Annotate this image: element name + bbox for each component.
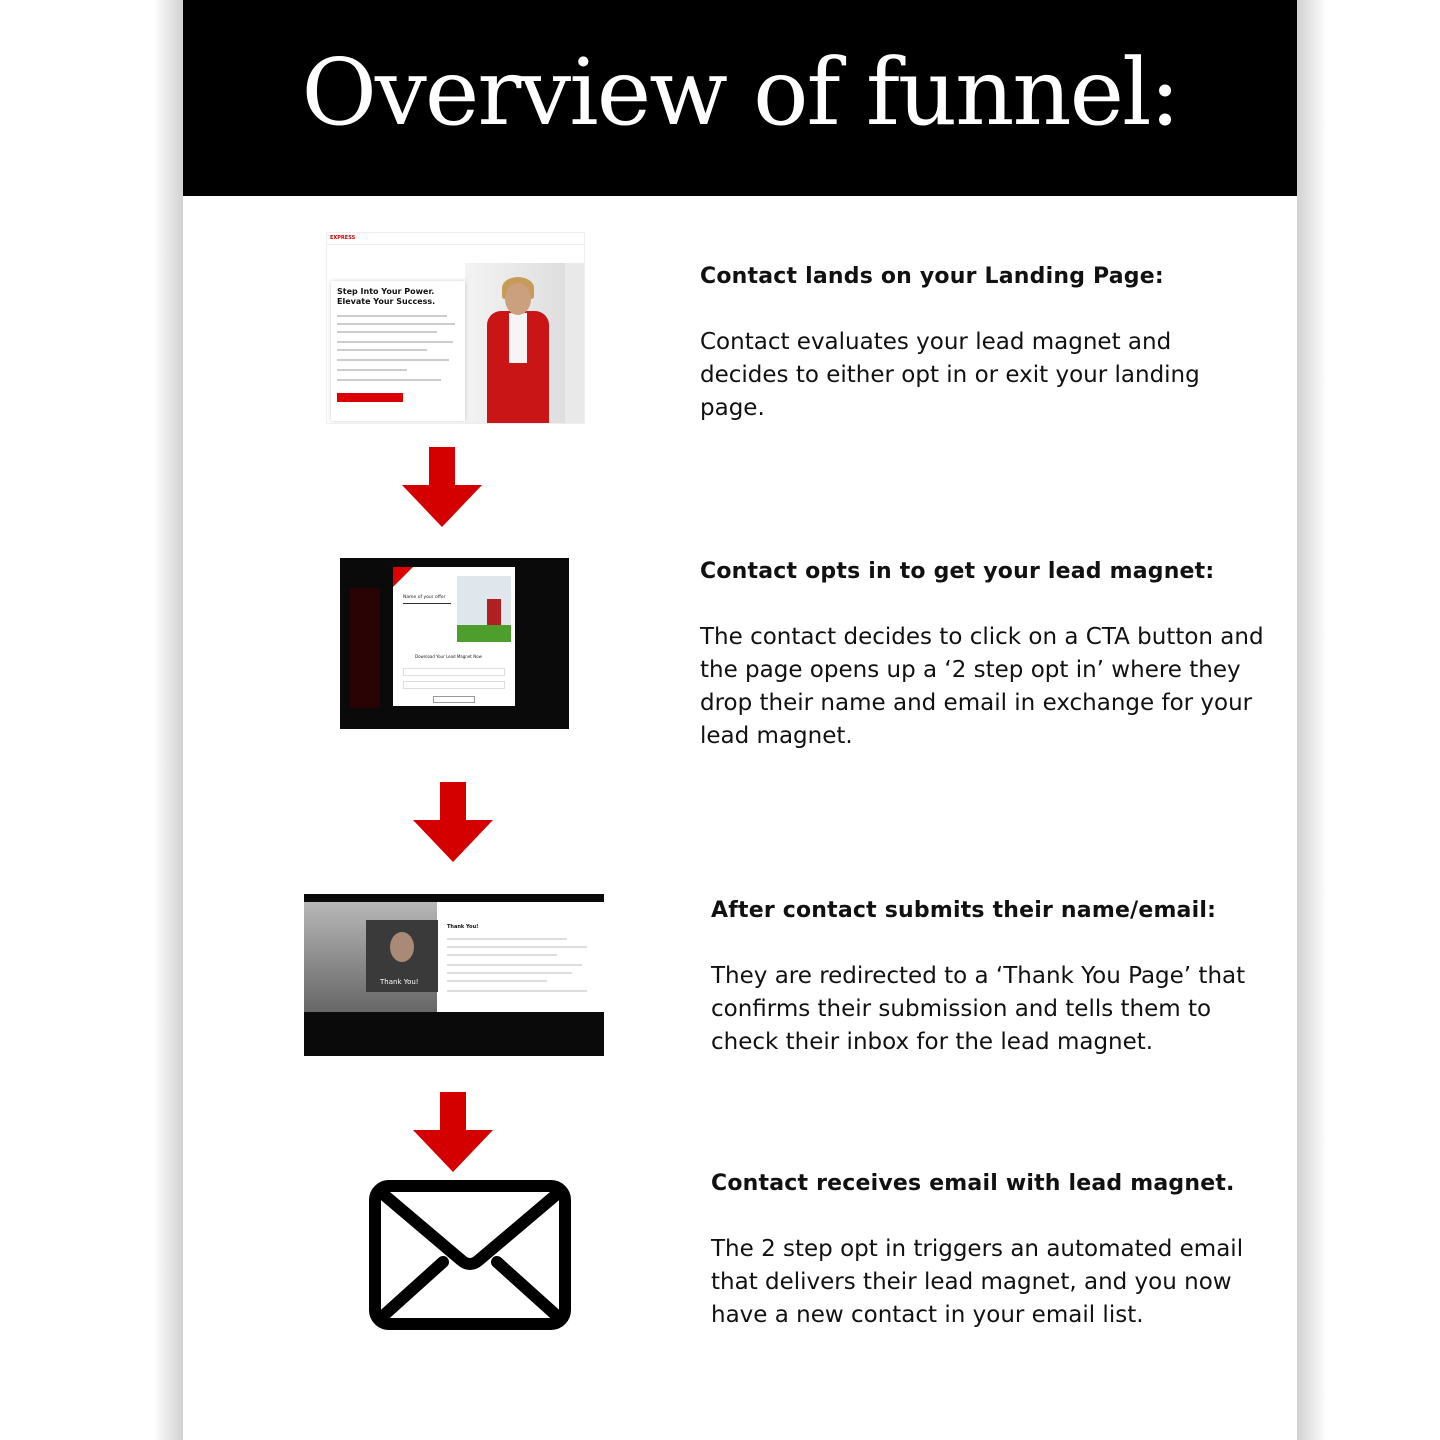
thumbnail-hero-photo <box>465 263 585 424</box>
page-title: Overview of funnel: <box>301 38 1179 146</box>
landing-page-thumbnail <box>326 232 585 424</box>
popup-name-field <box>403 668 505 676</box>
popup-submit-button <box>433 696 475 703</box>
popup-image-grass <box>457 625 511 642</box>
text-line <box>447 972 572 974</box>
text-line <box>447 980 547 982</box>
text-line <box>447 946 587 948</box>
header-banner <box>183 0 1297 196</box>
down-arrow-icon <box>402 447 482 527</box>
text-line <box>447 990 587 992</box>
document-page <box>183 0 1297 1440</box>
envelope-icon <box>369 1180 571 1330</box>
photo-background <box>565 263 585 424</box>
down-arrow-icon <box>413 1092 493 1172</box>
thankyou-page-thumbnail <box>304 894 604 1056</box>
step-2-text <box>700 557 1270 753</box>
thankyou-title: Thank You! <box>447 924 479 930</box>
text-line <box>337 349 427 351</box>
photo-shirt <box>509 313 527 363</box>
step-2-body: The contact decides to click on a CTA button and the page opens up a ‘2 step opt in’ where they drop their name and email in exchange for your lead magnet. <box>700 624 1264 749</box>
text-line <box>447 954 557 956</box>
down-arrow-icon <box>413 782 493 862</box>
step-2-heading: Contact opts in to get your lead magnet: <box>700 559 1215 584</box>
popup-image-house <box>487 599 501 625</box>
step-3-body: They are redirected to a ‘Thank You Page’ that confirms their submission and tells them to check their inbox for the lead magnet. <box>711 963 1246 1055</box>
popup-offer-name: Name of your offer <box>403 595 446 600</box>
text-line <box>337 369 407 371</box>
step-1-text <box>700 262 1260 425</box>
popup-corner-accent <box>393 567 413 587</box>
step-1-body: Contact evaluates your lead magnet and decides to either opt in or exit your landing page. <box>700 329 1200 421</box>
text-line <box>337 379 441 381</box>
step-1-heading: Contact lands on your Landing Page: <box>700 264 1164 289</box>
popup-cta-text: Download Your Lead Magnet Now <box>415 654 482 659</box>
text-line <box>337 341 453 343</box>
thumbnail-cta-button <box>337 393 403 402</box>
thumbnail-headline: Step Into Your Power. Elevate Your Success. <box>337 287 436 306</box>
popup-underline <box>403 603 451 604</box>
text-line <box>337 315 447 317</box>
popup-email-field <box>403 681 505 689</box>
thumbnail-topbar <box>327 233 585 245</box>
thumbnail-content-card <box>331 281 465 421</box>
thankyou-person <box>390 932 414 962</box>
step-4-heading: Contact receives email with lead magnet. <box>711 1171 1235 1196</box>
thumbnail-topbar <box>304 894 604 902</box>
page-shadow-left <box>153 0 183 1440</box>
text-line <box>337 323 455 325</box>
popup-backdrop-figure <box>350 588 380 708</box>
step-3-text <box>711 896 1281 1059</box>
thumbnail-logo: EXPRESS <box>330 235 356 241</box>
step-4-body: The 2 step opt in triggers an automated email that delivers their lead magnet, and you now have a new contact in your email list. <box>711 1236 1244 1328</box>
page-shadow-right <box>1297 0 1327 1440</box>
optin-popup-thumbnail <box>340 558 569 729</box>
text-line <box>447 964 582 966</box>
text-line <box>337 331 437 333</box>
text-line <box>337 359 449 361</box>
step-4-text <box>711 1169 1271 1332</box>
text-line <box>447 938 567 940</box>
optin-popup <box>393 567 515 706</box>
step-3-heading: After contact submits their name/email: <box>711 898 1217 923</box>
thankyou-footer <box>304 1012 604 1056</box>
thankyou-photo-label: Thank You! <box>380 978 419 986</box>
photo-face <box>505 283 531 315</box>
